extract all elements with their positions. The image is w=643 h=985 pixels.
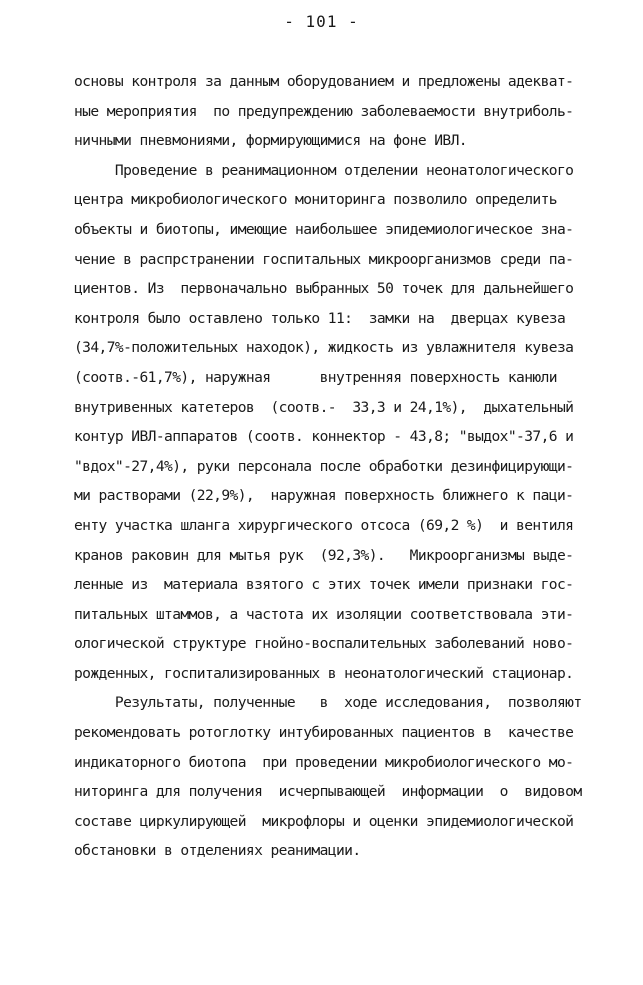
text-line: рекомендовать ротоглотку интубированных пациентов в качестве — [74, 724, 574, 742]
text-line: ологической структуре гнойно-воспалительных заболеваний ново- — [74, 635, 574, 653]
text-line: ничными пневмониями, формирующимися на фоне ИВЛ. — [74, 132, 467, 150]
text-line: центра микробиологического мониторинга позволило определить — [74, 191, 557, 209]
text-line: ные мероприятия по предупреждению заболеваемости внутриболь- — [74, 102, 574, 120]
text-line: основы контроля за данным оборудованием и предложены адекват- — [74, 73, 574, 90]
text-line: индикаторного биотопа при проведении микробиологического мо- — [74, 753, 574, 771]
text-line: контроля было оставлено только 11: замки на дверцах кувеза — [74, 309, 566, 327]
text-line: ленные из материала взятого с этих точек имели признаки гос- — [74, 576, 574, 594]
text-line: ниторинга для получения исчерпывающей информации о видовом — [74, 783, 582, 801]
text-line: Результаты, полученные в ходе исследования, позволяют — [74, 694, 582, 712]
text-line: ми растворами (22,9%), наружная поверхность ближнего к паци- — [74, 487, 574, 505]
page-number: - 101 - — [284, 12, 359, 31]
text-line: контур ИВЛ-аппаратов (соотв. коннектор - 43,8; "выдох"-37,6 и — [74, 428, 574, 446]
text-line: обстановки в отделениях реанимации. — [74, 842, 361, 860]
text-line: (34,7%-положительных находок), жидкость из увлажнителя кувеза — [74, 339, 574, 357]
text-line: чение в распрстранении госпитальных микроорганизмов среди па- — [74, 250, 574, 268]
text-line: циентов. Из первоначально выбранных 50 точек для дальнейшего — [74, 280, 574, 298]
text-line: объекты и биотопы, имеющие наибольшее эпидемиологическое зна- — [74, 220, 574, 238]
text-line: внутривенных катетеров (соотв.- 33,3 и 24,1%), дыхательный — [74, 398, 574, 416]
text-line: (соотв.-61,7%), наружная внутренняя поверхность канюли — [74, 368, 557, 386]
body-text — [74, 67, 594, 866]
text-line: составе циркулирующей микрофлоры и оценки эпидемиологической — [74, 812, 574, 830]
text-line: енту участка шланга хирургического отсоса (69,2 %) и вентиля — [74, 516, 574, 534]
text-line: кранов раковин для мытья рук (92,3%). Микроорганизмы выде- — [74, 546, 574, 564]
text-line: рожденных, госпитализированных в неонатологический стационар. — [74, 664, 574, 682]
text-line: Проведение в реанимационном отделении неонатологического — [74, 161, 574, 179]
text-line: "вдох"-27,4%), руки персонала после обработки дезинфицирующи- — [74, 457, 574, 475]
text-line: питальных штаммов, а частота их изоляции соответствовала эти- — [74, 605, 574, 623]
